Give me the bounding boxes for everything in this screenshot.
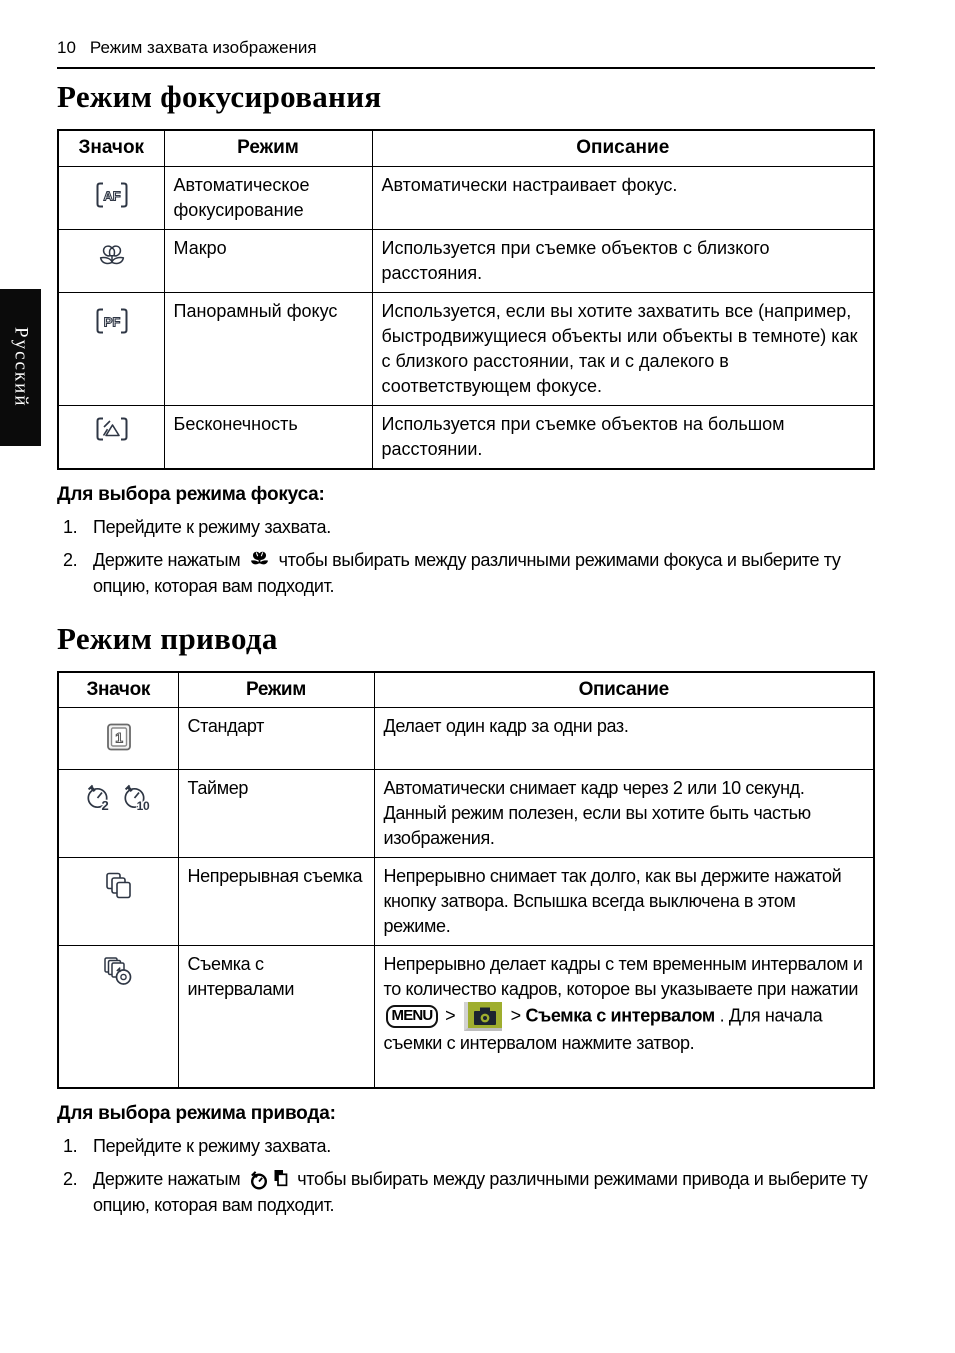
description-cell: Используется при съемке объектов с близкого расстояния. (372, 229, 874, 292)
step-number: 1. (63, 516, 78, 537)
description-cell: Непрерывно снимает так долго, как вы держите нажатой кнопку затвора. Вспышка всегда выключена в этом режиме. (374, 858, 874, 946)
svg-text:PF: PF (103, 314, 121, 329)
column-header-mode: Режим (164, 130, 372, 166)
macro-flower-solid-icon (250, 550, 269, 571)
mode-cell: Непрерывная съемка (178, 858, 374, 946)
mode-cell: Автоматическое фокусирование (164, 166, 372, 229)
description-cell: Автоматически снимает кадр через 2 или 10 секунд. Данный режим полезен, если вы хотите быть частью изображения. (374, 770, 874, 858)
single-frame-icon (105, 721, 133, 753)
timer-10s-icon (121, 783, 153, 813)
language-label: Русский (10, 327, 32, 408)
step-text: Перейдите к режиму захвата. (93, 516, 331, 537)
description-part2: . Для начала съемки с интервалом нажмите затвор. (383, 1005, 823, 1053)
camera-key (464, 1002, 502, 1031)
step-text: чтобы выбирать между различными режимами привода и выберите ту опцию, которая вам подходит. (93, 1168, 868, 1215)
mode-cell: Таймер (178, 770, 374, 858)
mode-cell: Стандарт (178, 708, 374, 770)
step-number: 1. (63, 1135, 78, 1156)
camera-icon (473, 1006, 497, 1026)
list-item (57, 1133, 875, 1159)
af-frame-icon (93, 180, 131, 210)
step-text: Перейдите к режиму захвата. (93, 1135, 331, 1156)
description-part1: Непрерывно делает кадры с тем временным интервалом и то количество кадров, которое вы указываете при нажатии (383, 954, 863, 999)
page-content (57, 38, 875, 1225)
mode-cell: Съемка с интервалами (178, 946, 374, 1088)
table-row (58, 405, 874, 469)
step-text: Держите нажатым (93, 1168, 241, 1189)
svg-text:10: 10 (136, 799, 150, 813)
continuous-frames-icon (103, 871, 135, 901)
list-item (57, 1166, 875, 1218)
focus-mode-table (57, 129, 875, 470)
table-row (58, 166, 874, 229)
column-header-icon: Значок (58, 672, 178, 708)
pan-focus-frame-icon (93, 306, 131, 336)
mode-cell: Макро (164, 229, 372, 292)
burst-frames-icon (273, 1169, 288, 1187)
mode-cell: Панорамный фокус (164, 292, 372, 405)
table-row (58, 946, 874, 1088)
infinity-mountain-icon (93, 414, 131, 444)
macro-flower-icon (97, 243, 127, 274)
self-timer-icon (250, 1170, 270, 1190)
description-cell (374, 946, 874, 1088)
table-header-row (58, 672, 874, 708)
column-header-description: Описание (372, 130, 874, 166)
timer-2s-icon (84, 783, 114, 813)
table-row (58, 708, 874, 770)
menu-key: MENU (386, 1005, 439, 1028)
focus-howto-heading: Для выбора режима фокуса: (57, 483, 325, 505)
language-tab (0, 289, 41, 446)
description-cell: Делает один кадр за одни раз. (374, 708, 874, 770)
column-header-icon: Значок (58, 130, 164, 166)
page-number: 10 (57, 38, 76, 57)
step-text: Держите нажатым (93, 549, 241, 570)
table-row (58, 229, 874, 292)
step-number: 2. (63, 1168, 78, 1189)
drive-howto-heading: Для выбора режима привода: (57, 1102, 336, 1124)
table-header-row (58, 130, 874, 166)
list-item (57, 514, 875, 540)
step-number: 2. (63, 549, 78, 570)
chapter-title: Режим захвата изображения (89, 38, 317, 57)
svg-text:2: 2 (101, 798, 109, 813)
mode-cell: Бесконечность (164, 405, 372, 469)
menu-path-item: Съемка с интервалом (525, 1005, 715, 1026)
table-row (58, 858, 874, 946)
focus-howto-steps (57, 514, 875, 599)
page-header (57, 38, 875, 69)
drive-mode-table (57, 671, 875, 1089)
description-cell: Автоматически настраивает фокус. (372, 166, 874, 229)
column-header-description: Описание (374, 672, 874, 708)
column-header-mode: Режим (178, 672, 374, 708)
path-separator: > (445, 1005, 456, 1026)
description-cell: Используется, если вы хотите захватить все (например, быстродвижущиеся объекты или объекты в темноте) как с близкого расстоянии, так и с далекого в соответствующем фокусе. (372, 292, 874, 405)
description-cell: Используется при съемке объектов на большом расстоянии. (372, 405, 874, 469)
list-item (57, 547, 875, 599)
svg-text:1: 1 (115, 729, 123, 746)
table-row (58, 770, 874, 858)
path-separator: > (510, 1005, 521, 1026)
drive-section-title: Режим привода (57, 620, 278, 656)
svg-text:AF: AF (103, 188, 121, 203)
table-row (58, 292, 874, 405)
drive-howto-steps (57, 1133, 875, 1218)
focus-section-title: Режим фокусирования (57, 79, 382, 114)
step-text: чтобы выбирать между различными режимами фокуса и выберите ту опцию, которая вам подходит. (93, 549, 841, 596)
interval-frames-clock-icon (102, 956, 136, 988)
